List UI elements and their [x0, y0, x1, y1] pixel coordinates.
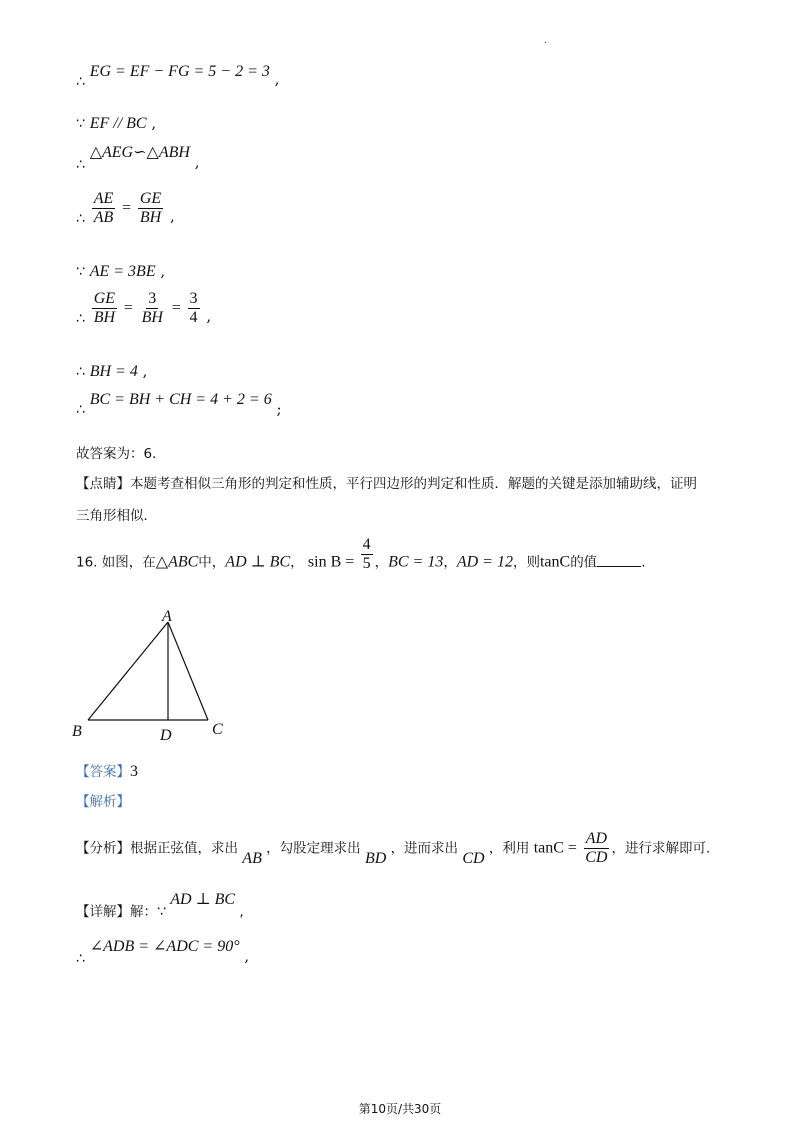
side-ab: [88, 622, 168, 720]
step-punct: ,: [244, 947, 250, 965]
answer-statement: 故答案为：6．: [76, 446, 166, 462]
therefore-symbol: ∴: [76, 364, 85, 380]
page-dot: .: [544, 36, 547, 45]
denominator: 4: [189, 309, 198, 326]
step-punct: ,: [206, 306, 212, 325]
segment-bd: BD: [364, 849, 387, 867]
step-ratio: [76, 190, 175, 227]
step-punct: ,: [142, 362, 148, 380]
problem-text: 中，: [198, 554, 226, 571]
denominator: BH: [139, 209, 162, 226]
because-symbol: ∵: [76, 116, 85, 132]
fenxi-text: ，进而求出: [390, 840, 459, 857]
numerator: GE: [93, 290, 116, 307]
step-expression: △AEG∽△ABH: [89, 144, 190, 161]
denominator: CD: [585, 849, 608, 866]
step-expression: BH = 4: [89, 363, 138, 380]
therefore-symbol: ∴: [76, 951, 85, 967]
therefore-symbol: ∴: [76, 310, 85, 327]
fraction: [138, 190, 163, 227]
fraction: [92, 190, 116, 227]
review-tag: 【点睛】: [76, 476, 130, 492]
vertex-b-label: B: [72, 723, 82, 740]
step-ae: [76, 262, 165, 281]
equals-sign: =: [122, 199, 132, 217]
detail-text: 解：: [130, 904, 157, 920]
step-punct: ,: [239, 904, 244, 920]
numerator: 3: [148, 290, 157, 307]
sin-label: sin B =: [307, 553, 355, 571]
point-d-label: D: [160, 727, 172, 744]
step-punct: ;: [276, 400, 282, 418]
segment-ab: AB: [242, 849, 262, 867]
fenxi-text: 根据正弦值，求出: [130, 840, 238, 857]
problem-text: ，则: [512, 554, 540, 571]
step-punct: ,: [274, 70, 280, 88]
step-ratio-value: [76, 290, 211, 327]
numerator: AD: [585, 830, 608, 847]
step-expression: EF // BC: [89, 115, 147, 132]
triangle-figure: [66, 606, 266, 746]
answer-blank: [597, 554, 641, 567]
fenxi-text: ，利用: [488, 840, 530, 857]
step-punct: ,: [169, 206, 175, 225]
triangle-name: △ABC: [155, 553, 199, 571]
sin-fraction: [361, 536, 373, 573]
review-paragraph: [76, 472, 697, 492]
segment-cd: CD: [462, 849, 485, 867]
because-symbol: ∵: [157, 904, 166, 920]
therefore-symbol: ∴: [76, 157, 85, 173]
denominator: 5: [362, 555, 371, 572]
separator: ，: [443, 554, 457, 571]
problem-text: 的值: [570, 554, 598, 571]
review-text: 本题考查相似三角形的判定和性质，平行四边形的判定和性质．解题的关键是添加辅助线，证明: [130, 476, 697, 492]
numerator: GE: [139, 190, 162, 207]
step-punct: ,: [194, 153, 200, 171]
problem-number: 16. 如图，在: [76, 554, 156, 571]
vertex-a-label: A: [162, 608, 172, 625]
denominator: BH: [141, 309, 163, 326]
step-expression: ∠ADB = ∠ADC = 90°: [89, 938, 240, 955]
step-expression: BC = BH + CH = 4 + 2 = 6: [89, 391, 272, 408]
tan-fraction: [583, 830, 609, 867]
problem-16: [76, 536, 646, 581]
step-punct: ,: [151, 114, 157, 132]
answer-row: [76, 760, 138, 781]
fenxi-text: ，勾股定理求出: [266, 840, 361, 857]
detail-angles: [76, 936, 250, 967]
perpendicular-condition: AD ⊥ BC: [225, 553, 291, 571]
step-expression: AE = 3BE: [89, 263, 156, 280]
answer-value: 3: [130, 763, 138, 780]
detail-tag: 【详解】: [76, 904, 130, 920]
fraction: [92, 290, 117, 327]
page-footer: 第10页/共30页: [358, 1102, 442, 1116]
detail-line: [76, 888, 244, 920]
fenxi-tag: 【分析】: [76, 840, 130, 857]
step-expression: AD ⊥ BC: [170, 891, 236, 908]
answer-tag: 【答案】: [76, 764, 130, 780]
ad-condition: AD = 12: [456, 553, 513, 571]
denominator: BH: [93, 309, 116, 326]
analysis-header: [76, 790, 130, 810]
analysis-tag: 【解析】: [76, 794, 130, 810]
because-symbol: ∵: [76, 264, 85, 280]
separator: ，: [374, 554, 389, 571]
numerator: 3: [189, 290, 198, 307]
side-ac: [168, 622, 208, 720]
step-eg: [76, 62, 280, 90]
equals-sign: =: [123, 299, 133, 317]
step-expression: EG = EF − FG = 5 − 2 = 3: [89, 63, 270, 80]
fraction: [188, 290, 200, 327]
therefore-symbol: ∴: [76, 74, 85, 90]
numerator: AE: [93, 190, 114, 207]
fraction: [140, 290, 165, 327]
fenxi-text: ，进行求解即可.: [611, 840, 711, 857]
step-punct: ,: [160, 262, 166, 280]
equals-sign: =: [171, 299, 181, 317]
numerator: 4: [362, 536, 371, 553]
problem-end: .: [641, 554, 646, 571]
step-bc: [76, 390, 282, 418]
vertex-c-label: C: [212, 721, 223, 738]
step-similar: [76, 142, 200, 173]
review-continued: 三角形相似．: [76, 508, 157, 524]
tan-label: tanC: [539, 553, 571, 571]
tan-label: tanC =: [533, 839, 577, 857]
therefore-symbol: ∴: [76, 210, 85, 227]
denominator: AB: [93, 209, 114, 226]
fenxi-paragraph: [76, 830, 710, 867]
bc-condition: BC = 13: [388, 553, 444, 571]
step-parallel: [76, 114, 156, 133]
therefore-symbol: ∴: [76, 402, 85, 418]
step-bh: [76, 362, 147, 381]
separator: ，: [290, 554, 304, 571]
